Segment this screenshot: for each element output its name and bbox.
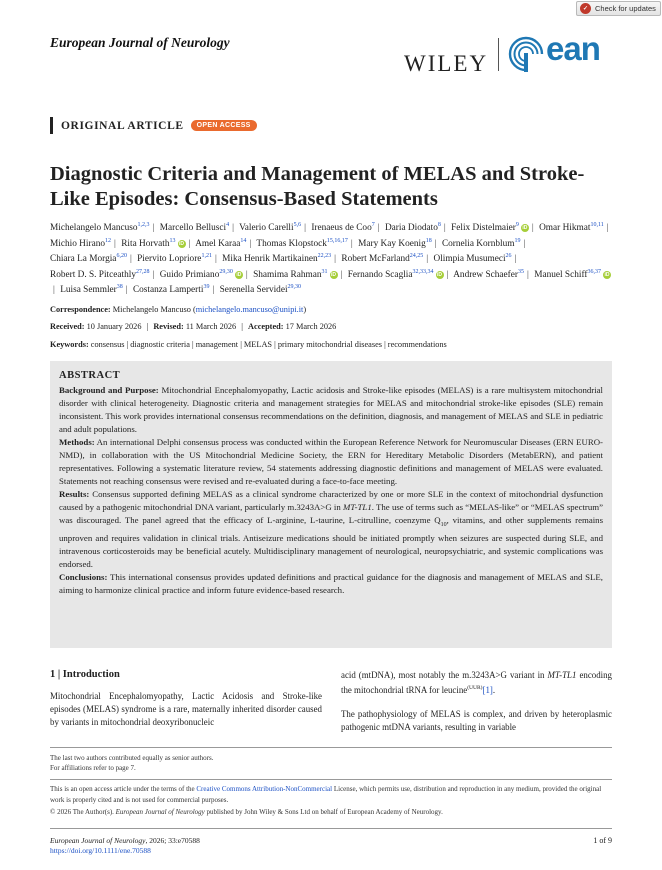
author-separator: | bbox=[304, 223, 306, 234]
correspondence-email-link[interactable]: michelangelo.mancuso@unipi.it bbox=[195, 305, 304, 314]
author-name bbox=[220, 285, 301, 295]
author-affiliation[interactable]: 18 bbox=[425, 237, 432, 244]
author-name bbox=[121, 239, 185, 249]
author-name bbox=[451, 223, 529, 233]
orcid-icon[interactable]: iD bbox=[604, 271, 610, 278]
author-name bbox=[50, 254, 127, 264]
license-text-a: This is an open access article under the terms of the bbox=[50, 785, 197, 793]
received-date: 10 January 2026 bbox=[86, 322, 142, 331]
footnote-affiliations: For affiliations refer to page 7. bbox=[50, 764, 136, 772]
article-dates: Received: 10 January 2026 | Revised: 11 March 2026 | Accepted: 17 March 2026 bbox=[50, 322, 337, 331]
copyright-a: © 2026 The Author(s). bbox=[50, 808, 116, 816]
author-name bbox=[160, 223, 229, 233]
author-name-text: Marcello Bellusci bbox=[159, 223, 227, 234]
author-separator: | bbox=[514, 254, 517, 265]
author-name bbox=[348, 270, 444, 280]
revised-label: Revised: bbox=[153, 322, 184, 331]
author-name bbox=[253, 270, 337, 280]
footer-divider bbox=[50, 828, 612, 829]
keywords-label: Keywords: bbox=[50, 340, 89, 349]
author-separator: | bbox=[214, 254, 217, 265]
results-label: Results: bbox=[59, 489, 90, 499]
author-name-text: Shamima Rahman bbox=[253, 269, 322, 280]
ean-logo-icon bbox=[508, 36, 548, 72]
author-affiliation[interactable]: 6,20 bbox=[116, 253, 127, 260]
results-text: Consensus supported defining MELAS as a clinical syndrome characterized by one or more SLE in the context of mitochondrial dysfunction caused by a pathogenic mitochondrial DNA variant, particularly m.3243A>G in bbox=[59, 489, 603, 512]
author-affiliation[interactable]: 10,11 bbox=[590, 222, 604, 228]
author-name-text: Robert McFarland bbox=[341, 254, 410, 265]
author-separator: | bbox=[434, 238, 437, 249]
author-name-text: Chiara La Morgia bbox=[50, 254, 117, 265]
author-name bbox=[50, 270, 150, 280]
author-affiliation[interactable]: 12 bbox=[105, 237, 111, 244]
methods-text: An international Delphi consensus process was conducted within the European Reference Network for Neuromuscular Diseases (ERN EURO-NMD), in collaboration with the US Mitochondrial Medicine Society, the ERN for Hereditary Metabolic Disorders (MetabERN), and patient representatives. Following a systematic literature review, 54 statements addressing diagnostic definitions and management of MELAS were evaluated. Statements not reaching consensus were revised and re-evaluated during a face-to-face meeting. bbox=[59, 437, 603, 486]
author-name-text: Mary Kay Koenig bbox=[358, 238, 426, 249]
publisher-logo: WILEY bbox=[404, 51, 489, 76]
author-affiliation[interactable]: 29,30 bbox=[287, 284, 302, 291]
author-name bbox=[137, 254, 212, 264]
author-name-text: Robert D. S. Pitceathly bbox=[50, 269, 136, 280]
author-affiliation[interactable]: 32,33,34 bbox=[412, 268, 434, 275]
results-subscript: 10 bbox=[440, 521, 447, 528]
author-separator: | bbox=[531, 223, 534, 234]
author-name-text: Rita Horvath bbox=[121, 238, 170, 249]
author-name-text: Costanza Lamperti bbox=[132, 285, 204, 296]
author-name bbox=[311, 223, 374, 233]
author-separator: | bbox=[377, 223, 380, 234]
author-affiliation[interactable]: 29,30 bbox=[219, 268, 233, 275]
author-separator: | bbox=[125, 285, 128, 296]
author-affiliation[interactable]: 15,16,17 bbox=[326, 237, 348, 244]
author-name bbox=[539, 223, 604, 233]
author-separator: | bbox=[152, 223, 155, 234]
abstract-conclusions bbox=[59, 571, 603, 597]
author-name-text: Luisa Semmler bbox=[60, 285, 117, 296]
abstract-heading: ABSTRACT bbox=[59, 370, 121, 381]
author-separator: | bbox=[188, 238, 191, 249]
page-number: 1 of 9 bbox=[593, 836, 612, 845]
copyright-b: published by John Wiley & Sons Ltd on behalf of European Academy of Neurology. bbox=[204, 808, 443, 816]
keywords-text: consensus | diagnostic criteria | management | MELAS | primary mitochondrial diseases | recommendations bbox=[90, 340, 447, 349]
author-name bbox=[222, 254, 331, 264]
author-separator: | bbox=[426, 254, 429, 265]
author-affiliation[interactable]: 24,25 bbox=[409, 253, 424, 260]
author-affiliation[interactable]: 36,37 bbox=[587, 268, 601, 275]
author-separator: | bbox=[53, 285, 55, 296]
author-name bbox=[60, 285, 123, 295]
footnote-divider bbox=[50, 747, 612, 748]
reference-link-1[interactable]: [1] bbox=[482, 684, 493, 695]
author-name bbox=[133, 285, 209, 295]
author-name-text: Guido Primiano bbox=[159, 269, 220, 280]
logo-divider bbox=[498, 38, 499, 71]
author-affiliation[interactable]: 8 bbox=[437, 222, 441, 228]
author-name bbox=[195, 239, 246, 249]
article-type bbox=[50, 117, 257, 134]
citation-line bbox=[50, 836, 200, 846]
license-text-b: License, which permits use, distribution and reproduction in any medium, provided the original work is properly cited and is not used for commercial purposes. bbox=[50, 785, 602, 804]
methods-label: Methods: bbox=[59, 437, 95, 447]
author-name-text: Daria Diodato bbox=[384, 223, 438, 234]
abstract-results bbox=[59, 488, 603, 571]
author-affiliation[interactable]: 1,2,3 bbox=[137, 222, 150, 228]
author-affiliation[interactable]: 14 bbox=[240, 237, 247, 244]
author-name-text: Manuel Schiff bbox=[534, 269, 588, 280]
check-for-updates-button[interactable] bbox=[576, 1, 661, 16]
author-name-text: Piervito Lopriore bbox=[137, 254, 202, 265]
conclusions-label: Conclusions: bbox=[59, 571, 108, 582]
doi-link[interactable]: https://doi.org/10.1111/ene.70588 bbox=[50, 846, 151, 855]
author-name-text: Felix Distelmaier bbox=[451, 223, 516, 234]
author-name-text: Michio Hirano bbox=[50, 238, 105, 249]
accepted-label: Accepted: bbox=[248, 322, 284, 331]
check-updates-icon: ✓ bbox=[580, 3, 591, 14]
article-type-label: ORIGINAL ARTICLE bbox=[61, 119, 184, 132]
intro-right-column: acid (mtDNA), most notably the m.3243A>G variant in MT-TL1 encoding the mitochondrial tRNA for leucine$^{(UUR)}$[1]. bbox=[341, 670, 612, 695]
author-separator: | bbox=[350, 238, 353, 249]
author-separator: | bbox=[129, 254, 132, 265]
article-title: Diagnostic Criteria and Management of MELAS and Stroke-Like Episodes: Consensus-Based Statements bbox=[50, 163, 585, 210]
author-name-text: Cornelia Kornblum bbox=[441, 238, 515, 249]
section-heading-introduction: 1 | Introduction bbox=[50, 669, 120, 680]
intro-left-column: Mitochondrial Encephalomyopathy, Lactic Acidosis and Stroke-like episodes (MELAS) syndrome is a rare, maternally inherited disorder caused by variants in mitochondrial deoxyribonucleic bbox=[50, 691, 322, 727]
author-name bbox=[534, 270, 611, 280]
society-logo-text: ean bbox=[546, 30, 600, 67]
citation-rest: , 2026; 33:e70588 bbox=[145, 836, 200, 845]
abstract-methods bbox=[59, 436, 603, 488]
author-separator: | bbox=[152, 269, 155, 280]
author-affiliation[interactable]: 5,6 bbox=[293, 222, 302, 228]
results-gene: MT-TL1 bbox=[343, 502, 372, 512]
results-text-2: . The use of terms such as “MELAS-like” or “MELAS spectrum” was discouraged. The panel agreed that the efficacy of L-arginine, L-taurine, L-citrulline, coenzyme Q bbox=[59, 502, 603, 525]
results-text-3: , vitamins, and other supplements remains unproven and requires validation in clinical trials. Antiseizure medications should be initiated promptly when seizures are suspected during SLE, and intravenous corticosteroids may be beneficial acutely. Multidisciplinary management of neurological, neuropsychiatric, and systemic complications was endorsed. bbox=[59, 515, 603, 569]
author-separator: | bbox=[340, 269, 343, 280]
author-affiliation[interactable]: 26 bbox=[505, 253, 512, 260]
background-text: Mitochondrial Encephalomyopathy, Lactic acidosis and Stroke-like episodes (MELAS) is a rare multisystem mitochondrial disorder with clinical heterogeneity. Diagnostic criteria and management strategies for MELAS and mitochondrial stroke-like episodes (SLE) remain inconsistent. This work provides international consensus recommendations on the definition, diagnosis, and management of MELAS and SLE in pediatric and adult populations. bbox=[59, 385, 603, 434]
author-list bbox=[50, 219, 615, 297]
author-name-text: Amel Karaa bbox=[195, 238, 241, 249]
orcid-icon[interactable]: iD bbox=[236, 271, 242, 278]
author-name bbox=[239, 223, 301, 233]
author-affiliation[interactable]: 38 bbox=[116, 284, 123, 291]
author-name-text: Valerio Carelli bbox=[239, 223, 294, 234]
author-affiliation[interactable]: 22,23 bbox=[317, 253, 332, 260]
author-separator: | bbox=[606, 223, 609, 234]
author-name-text: Fernando Scaglia bbox=[347, 269, 413, 280]
author-separator: | bbox=[334, 254, 337, 265]
journal-name: European Journal of Neurology bbox=[50, 35, 230, 50]
intro-right-para2: The pathophysiology of MELAS is complex, and driven by heteroplasmic pathogenic mtDNA variants, resulting in variable bbox=[341, 709, 612, 732]
orcid-icon[interactable]: iD bbox=[522, 225, 528, 232]
author-name bbox=[453, 270, 524, 280]
revised-date: 11 March 2026 bbox=[185, 322, 237, 331]
citation-journal: European Journal of Neurology bbox=[50, 836, 146, 845]
author-separator: | bbox=[249, 238, 252, 249]
author-affiliation[interactable]: 7 bbox=[371, 222, 375, 228]
author-separator: | bbox=[523, 238, 526, 249]
author-affiliation[interactable]: 13 bbox=[169, 237, 176, 244]
author-name-text: Serenella Servidei bbox=[219, 285, 288, 296]
author-separator: | bbox=[114, 238, 116, 249]
received-label: Received: bbox=[50, 322, 85, 331]
author-affiliation[interactable]: 31 bbox=[321, 268, 328, 275]
intro-right-text-2: encoding the mitochondrial tRNA for leucine bbox=[341, 670, 612, 695]
orcid-icon[interactable]: iD bbox=[179, 240, 184, 247]
intro-right-text: acid (mtDNA), most notably the m.3243A>G variant in bbox=[341, 670, 548, 680]
author-affiliation[interactable]: 27,28 bbox=[136, 268, 150, 275]
abstract-box bbox=[50, 361, 612, 648]
author-name bbox=[160, 270, 243, 280]
accepted-date: 17 March 2026 bbox=[285, 322, 337, 331]
author-name-text: Mika Henrik Martikainen bbox=[222, 254, 318, 265]
orcid-icon[interactable]: iD bbox=[437, 271, 443, 278]
author-name bbox=[442, 239, 521, 249]
author-affiliation[interactable]: 35 bbox=[518, 268, 524, 275]
background-label: Background and Purpose: bbox=[59, 385, 159, 395]
author-name-text: Olimpia Musumeci bbox=[433, 254, 506, 265]
author-separator: | bbox=[443, 223, 446, 234]
author-name-text: Michelangelo Mancuso bbox=[50, 223, 138, 234]
license-text bbox=[50, 784, 612, 805]
keywords bbox=[50, 340, 447, 349]
author-name bbox=[50, 223, 150, 233]
conclusions-text: This international consensus provides updated definitions and practical guidance for the diagnosis and management of MELAS and SLE, aiming to harmonize clinical practice and inform future evidence-based research. bbox=[59, 571, 604, 595]
author-separator: | bbox=[446, 269, 449, 280]
author-name bbox=[434, 254, 512, 264]
copyright-journal: European Journal of Neurology bbox=[115, 808, 205, 816]
author-affiliation[interactable]: 19 bbox=[514, 237, 521, 244]
abstract-background bbox=[59, 384, 603, 436]
license-link[interactable]: Creative Commons Attribution-NonCommercial bbox=[196, 785, 333, 793]
author-affiliation[interactable]: 4 bbox=[226, 222, 230, 228]
orcid-icon[interactable]: iD bbox=[331, 271, 336, 278]
author-name-text: Andrew Schaefer bbox=[453, 269, 518, 280]
correspondence-label: Correspondence: bbox=[50, 305, 111, 314]
open-access-badge: OPEN ACCESS bbox=[191, 120, 257, 131]
author-separator: | bbox=[245, 269, 248, 280]
author-name-text: Thomas Klopstock bbox=[256, 238, 327, 249]
author-name bbox=[358, 239, 432, 249]
citation-footer bbox=[50, 836, 200, 856]
intro-right-sup: (UUR) bbox=[467, 684, 483, 691]
author-name-text: Omar Hikmat bbox=[539, 223, 591, 234]
correspondence-name: Michelangelo Mancuso bbox=[112, 305, 191, 314]
check-updates-label: Check for updates bbox=[595, 4, 656, 13]
article-type-marker bbox=[50, 117, 53, 134]
correspondence: Correspondence: Michelangelo Mancuso (michelangelo.mancuso@unipi.it) bbox=[50, 305, 307, 314]
intro-right-gene: MT-TL1 bbox=[547, 670, 577, 680]
author-separator: | bbox=[212, 285, 215, 296]
license-divider bbox=[50, 779, 612, 780]
author-separator: | bbox=[232, 223, 234, 234]
author-name-text: Irenaeus de Coo bbox=[311, 223, 372, 234]
author-affiliation[interactable]: 39 bbox=[203, 284, 210, 291]
author-separator: | bbox=[527, 269, 529, 280]
copyright-text bbox=[50, 807, 612, 818]
footnote-senior-authors: The last two authors contributed equally as senior authors. bbox=[50, 754, 214, 762]
author-affiliation[interactable]: 1,21 bbox=[201, 253, 212, 260]
author-name bbox=[50, 239, 111, 249]
author-name bbox=[256, 239, 348, 249]
author-name bbox=[385, 223, 441, 233]
author-name bbox=[341, 254, 423, 264]
author-affiliation[interactable]: 9 bbox=[515, 222, 519, 228]
